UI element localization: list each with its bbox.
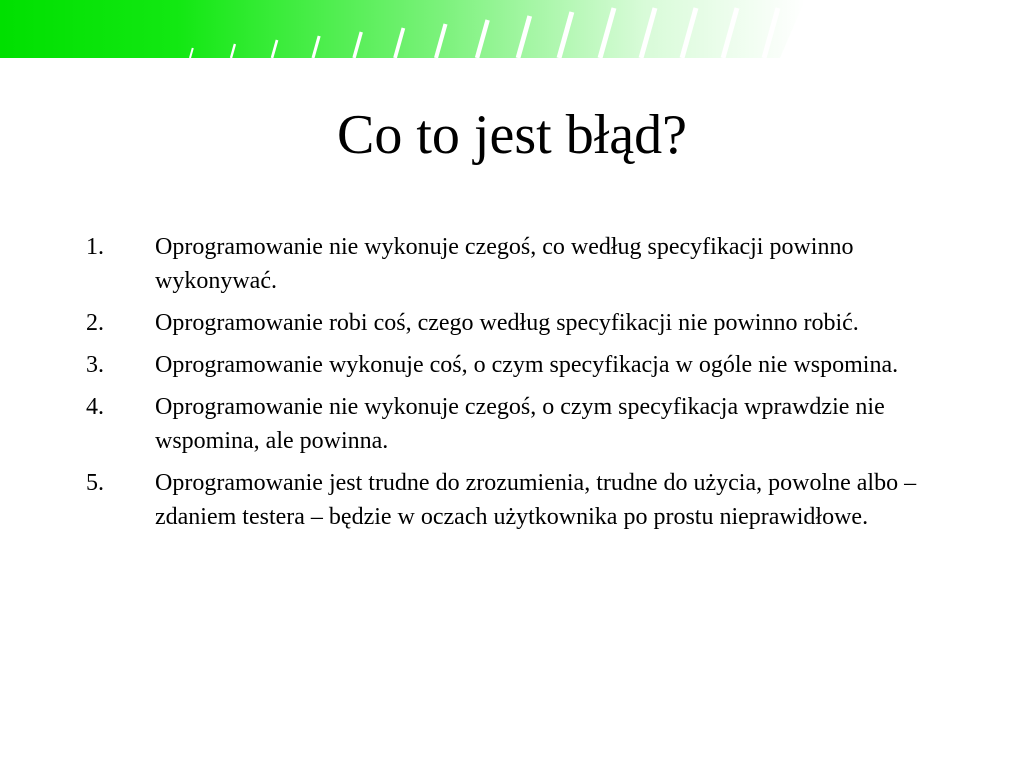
list-item <box>86 306 946 340</box>
list-item-number: 4. <box>86 394 104 420</box>
list-item <box>86 466 946 534</box>
list-item-text: Oprogramowanie nie wykonuje czegoś, o czym specyfikacja wprawdzie nie wspomina, ale powinna. <box>155 394 885 454</box>
list-item-text: Oprogramowanie wykonuje coś, o czym specyfikacja w ogóle nie wspomina. <box>155 352 899 378</box>
list-item-number: 3. <box>86 352 104 378</box>
slide-title: Co to jest błąd? <box>337 104 687 166</box>
list-item-text: Oprogramowanie robi coś, czego według specyfikacji nie powinno robić. <box>155 310 859 336</box>
list-item <box>86 230 946 298</box>
list-item <box>86 390 946 458</box>
list-item <box>86 348 946 382</box>
list-item-number: 5. <box>86 470 104 496</box>
list-item-text: Oprogramowanie nie wykonuje czegoś, co według specyfikacji powinno wykonywać. <box>155 234 854 294</box>
list-item-text: Oprogramowanie jest trudne do zrozumienia, trudne do użycia, powolne albo – zdaniem testera – będzie w oczach użytkownika po prostu nieprawidłowe. <box>155 470 917 530</box>
list-item-number: 2. <box>86 310 104 336</box>
list-item-number: 1. <box>86 234 104 260</box>
definition-list <box>86 230 946 542</box>
header-banner <box>0 0 1024 70</box>
